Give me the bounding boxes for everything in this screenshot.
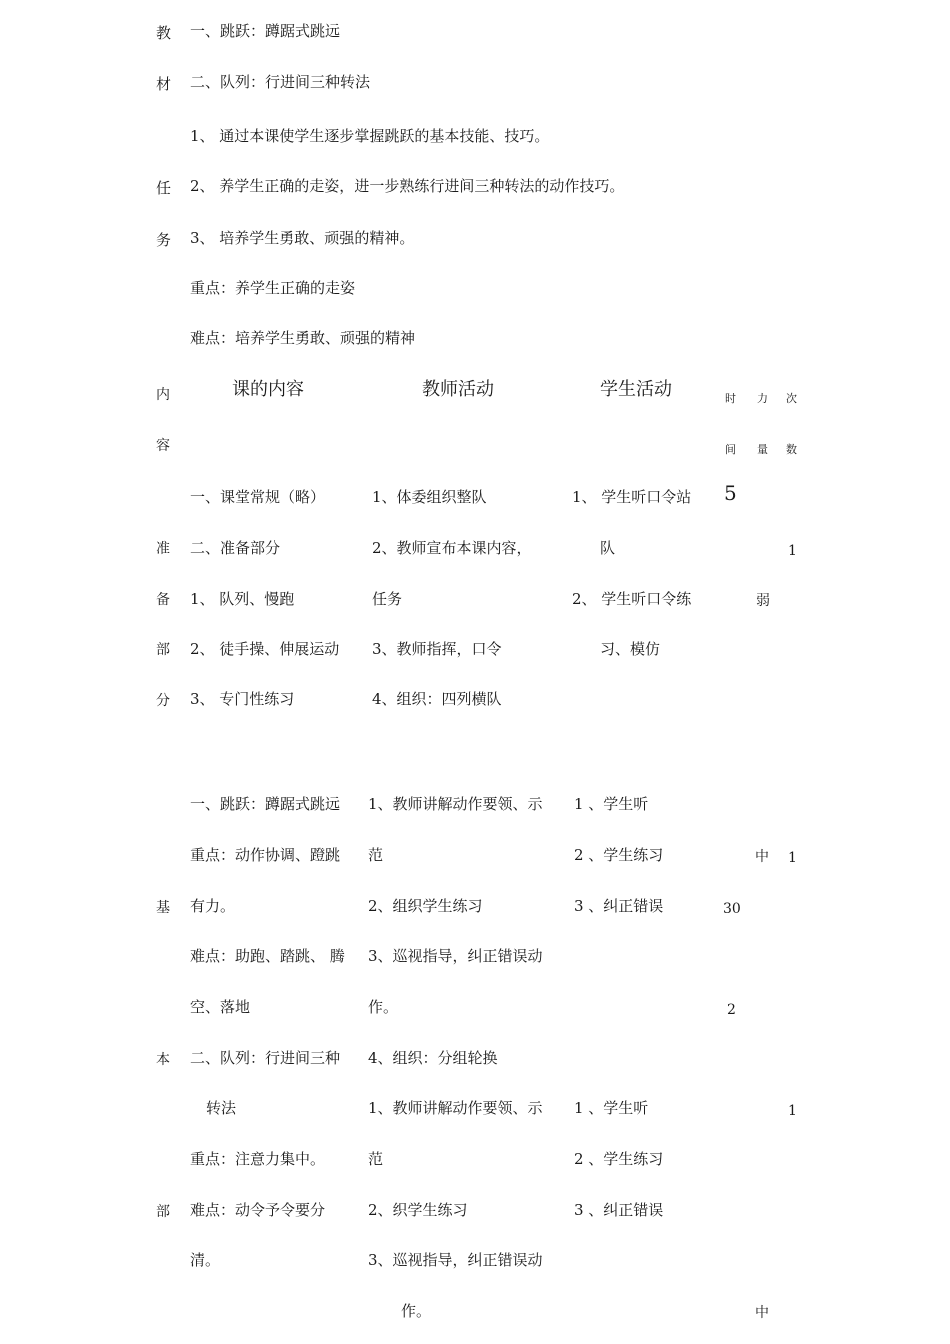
prep-count: 1	[788, 543, 797, 559]
basic-teacher-6: 4、组织：分组轮换	[368, 1049, 498, 1067]
basic-teacher-7: 1、教师讲解动作要领、示	[368, 1099, 543, 1117]
header-content: 课的内容	[232, 379, 304, 400]
basic-time-2: 2	[727, 1002, 736, 1018]
task-2: 2、 养学生正确的走姿，进一步熟练行进间三种转法的动作技巧。	[190, 177, 625, 195]
textbook-line-2: 二、队列：行进间三种转法	[190, 73, 371, 91]
task-key-point: 重点：养学生正确的走姿	[190, 279, 356, 297]
prep-content-1: 一、课堂常规（略）	[190, 488, 326, 506]
basic-student-2: 2 、学生练习	[574, 846, 664, 864]
basic-content-7: 转法	[206, 1099, 237, 1117]
textbook-line-1: 一、跳跃：蹲踞式跳远	[190, 22, 341, 40]
basic-student-3: 3 、纠正错误	[574, 897, 664, 915]
header-liang: 量	[757, 443, 768, 456]
prep-content-4: 2、 徒手操、伸展运动	[190, 640, 340, 658]
basic-content-9: 难点：动令予令要分	[190, 1201, 326, 1219]
side-label-ren: 任	[156, 179, 172, 197]
side-label-bu: 部	[156, 642, 170, 658]
basic-teacher-10: 3、巡视指导，纠正错误动	[368, 1251, 543, 1269]
prep-content-5: 3、 专门性练习	[190, 690, 295, 708]
prep-student-1: 1、 学生听口令站	[572, 488, 692, 506]
prep-content-3: 1、 队列、慢跑	[190, 590, 295, 608]
basic-teacher-5: 作。	[368, 998, 399, 1016]
side-label-zhun: 准	[156, 541, 170, 557]
basic-intensity-1: 中	[755, 849, 769, 865]
task-difficult-point: 难点：培养学生勇敢、顽强的精神	[190, 329, 416, 347]
header-student: 学生活动	[600, 379, 672, 400]
header-ci: 次	[786, 392, 797, 405]
prep-teacher-1: 1、体委组织整队	[372, 488, 487, 506]
task-3: 3、 培养学生勇敢、顽强的精神。	[190, 229, 415, 247]
side-label-cai: 材	[156, 75, 172, 93]
basic-teacher-2: 范	[368, 846, 384, 864]
prep-student-2: 队	[600, 539, 616, 557]
side-label-jiao: 教	[156, 24, 172, 42]
side-label-bei: 备	[156, 592, 170, 608]
prep-student-4: 习、模仿	[600, 640, 661, 658]
basic-count-1: 1	[788, 850, 797, 866]
basic-teacher-4: 3、巡视指导，纠正错误动	[368, 947, 543, 965]
basic-count-2: 1	[788, 1103, 797, 1119]
side-label-rong: 容	[156, 438, 170, 454]
task-1: 1、 通过本课使学生逐步掌握跳跃的基本技能、技巧。	[190, 127, 550, 145]
header-shu: 数	[786, 443, 797, 456]
basic-intensity-2: 中	[755, 1305, 769, 1321]
prep-teacher-2: 2、教师宣布本课内容，	[372, 539, 532, 557]
basic-student-1: 1 、学生听	[574, 795, 649, 813]
prep-teacher-5: 4、组织：四列横队	[372, 690, 502, 708]
basic-teacher-3: 2、组织学生练习	[368, 897, 483, 915]
header-jian: 间	[725, 443, 736, 456]
side-label-fen: 分	[156, 693, 170, 709]
prep-student-3: 2、 学生听口令练	[572, 590, 692, 608]
basic-student-5: 2 、学生练习	[574, 1150, 664, 1168]
basic-content-10: 清。	[190, 1251, 221, 1269]
side-label-wu: 务	[156, 231, 172, 249]
basic-content-8: 重点：注意力集中。	[190, 1150, 326, 1168]
basic-content-4: 难点：助跑、踏跳、 腾	[190, 947, 345, 965]
prep-content-2: 二、准备部分	[190, 539, 281, 557]
side-label-nei: 内	[156, 387, 170, 403]
basic-student-4: 1 、学生听	[574, 1099, 649, 1117]
side-label-bu2: 部	[156, 1204, 170, 1220]
basic-teacher-11: 作。	[401, 1302, 432, 1320]
basic-content-1: 一、跳跃：蹲踞式跳远	[190, 795, 341, 813]
header-li: 力	[757, 392, 768, 405]
basic-content-5: 空、落地	[190, 998, 251, 1016]
basic-content-3: 有力。	[190, 897, 236, 915]
side-label-ben: 本	[156, 1052, 170, 1068]
basic-teacher-9: 2、织学生练习	[368, 1201, 468, 1219]
header-shi: 时	[725, 392, 736, 405]
basic-time-1: 30	[723, 901, 741, 917]
side-label-ji: 基	[156, 900, 170, 916]
basic-student-6: 3 、纠正错误	[574, 1201, 664, 1219]
basic-teacher-8: 范	[368, 1150, 384, 1168]
prep-intensity: 弱	[756, 593, 770, 609]
basic-teacher-1: 1、教师讲解动作要领、示	[368, 795, 543, 813]
basic-content-2: 重点：动作协调、蹬跳	[190, 846, 341, 864]
prep-teacher-4: 3、教师指挥，口令	[372, 640, 502, 658]
prep-time: 5	[724, 481, 737, 505]
prep-teacher-3: 任务	[372, 590, 403, 608]
header-teacher: 教师活动	[422, 379, 494, 400]
basic-content-6: 二、队列：行进间三种	[190, 1049, 341, 1067]
